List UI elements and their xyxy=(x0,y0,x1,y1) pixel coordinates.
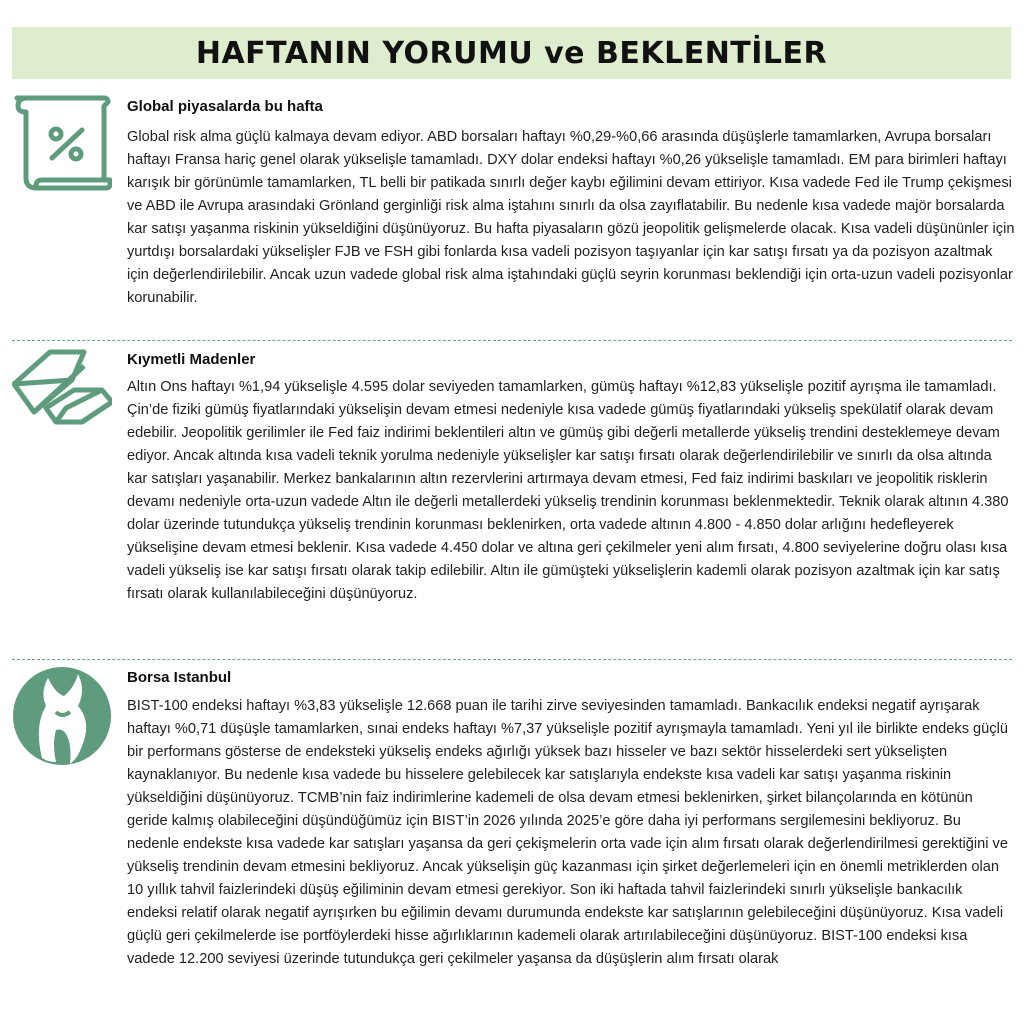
section-divider xyxy=(12,340,1012,341)
percent-document-icon xyxy=(12,92,112,192)
section-divider xyxy=(12,659,1012,660)
section-title: Global piyasalarda bu hafta xyxy=(127,98,323,115)
header-banner xyxy=(12,27,1011,79)
section-body: BIST-100 endeksi haftayı %3,83 yükselişle 12.668 puan ile tarihi zirve seviyesinden tamamladı. Bankacılık endeksi negatif ayrışarak haftayı %0,71 düşüşle tamamlarken, sınai endeks haftayı %7,37 yükselişle pozitif ayrışmayla tamamladı. Yeni yıl ile birlikte endeks güçlü bir performans gösterse de endeksteki yükseliş endeks ağırlığı yüksek bazı hisseler ve bazı sektör hisselerdeki sert yükselişten kaynaklanıyor. Bu nedenle kısa vadede bu hisselere gelebilecek kar satışlarıyla endekste kısa vadeli kar satışı yaşanma riskinin yükseldiğini düşünüyoruz. TCMB’nin faiz indirimlerine kademeli de olsa devam etmesi beklenirken, şirket bilançolarında en kötünün geride kalmış olabileceğini düşündüğümüz için BIST’in 2026 yılında 2025’e göre daha iyi performans sergilemesini bekliyoruz. Bu nedenle endekste kısa vadede kar satışları yaşansa da geri çekişmelerin orta vade için alım fırsatı olarak değerlendirilmesi gerektiğini ve yükseliş trendinin devam etmesini bekliyoruz. Ancak yükselişin güç kazanması için şirket değerlemeleri için en önemli metriklerden olan 10 yıllık tahvil faizlerindeki düşüş eğiliminin devam etmesi gerekiyor. Son iki haftada tahvil faizlerindeki sınırlı yükselişle bankacılık endeksi relatif olarak negatif ayrışırken bu eğilimin devamı durumunda endekste kar satışlarının gelebileceğini düşünüyoruz. Kısa vadeli güçlü geri çekilmelerde ise portföylerdeki hisse ağırlıklarının kademeli olarak artırılabileceğini düşünüyoruz. BIST-100 endeksi kısa vadede 12.200 seviyesi üzerinde tutundukça geri çekilmeler yaşansa da düşüşlerin alım fırsatı olarak xyxy=(127,698,1008,967)
gold-bars-icon xyxy=(12,344,112,444)
section-title: Borsa Istanbul xyxy=(127,669,232,686)
section-title: Kıymetli Madenler xyxy=(127,351,256,368)
bull-head-icon xyxy=(12,666,112,766)
section-body: Global risk alma güçlü kalmaya devam ediyor. ABD borsaları haftayı %0,29-%0,66 arasında düşüşlerle tamamlarken, Avrupa borsaları haftayı Fransa hariç genel olarak yükselişle tamamladı. DXY dolar endeksi haftayı %0,26 yükselişle tamamladı. EM para birimleri haftayı karışık bir görünümle tamamlarken, TL belli bir patikada sınırlı değer kaybı eğilimini devam ettiriyor. Kısa vadede Fed ile Trump çekişmesi ve ABD ile Avrupa arasındaki Grönland gerginliği risk alma iştahını sınırlı da olsa zayıflatabilir. Bu nedenle kısa vadede majör borsalarda kar satışı yaşanma riskinin yükseldiğini düşünüyoruz. Bu hafta piyasaların gözü jeopolitik gelişmelerde olacak. Kısa vadeli düşününler için yurtdışı borsalardaki yükselişler FJB ve FSH gibi fonlarda kısa vadeli pozisyon taşıyanlar için kar satışı fırsatı ya da pozisyon azaltmak için değerlendirilebilir. Ancak uzun vadede global risk alma iştahındaki güçlü seyrin korunması beklendiği için orta-uzun vadeli pozisyonlar korunabilir. xyxy=(127,129,1015,306)
section-body: Altın Ons haftayı %1,94 yükselişle 4.595 dolar seviyeden tamamlarken, gümüş haftayı %12,83 yükselişle pozitif ayrışma ile tamamladı. Çin’de fiziki gümüş fiyatlarındaki yükselişin devam etmesi nedeniyle kısa vadede gümüş fiyatlarındaki yükseliş spekülatif olarak devam edebilir. Jeopolitik gerilimler ile Fed faiz indirimi beklentileri altın ve gümüş gibi değerli metallerde yükseliş trendini desteklemeye devam ediyor. Ancak altında kısa vadeli teknik yorulma nedeniyle yükselişler kar satışı fırsatı olarak değerlendirilebilir ve sınırlı da olsa altında kar satışları yaşanabilir. Merkez bankalarının altın rezervlerini artırmaya devam etmesi, Fed faiz indirimi baskıları ve jeopolitik risklerin devamı nedeniyle orta-uzun vadede Altın ile değerli metallerdeki yükseliş trendinin korunması beklenmektedir. Teknik olarak altının 4.380 dolar üzerinde tutundukça yükseliş trendinin korunması beklenirken, orta vadede altının 4.800 - 4.850 dolar arlığını hedefleyerek yükselişine devam etmesi beklenir. Kısa vadede 4.450 dolar ve altına geri çekilmeler yeni alım fırsatı, 4.800 seviyelerine doğru olası kısa vadeli yükseliş ise kar satışı fırsatı olarak takip edilebilir. Altın ile gümüşteki yükselişlerin kademli olarak pozisyon azaltmak için kar satış fırsatı olarak kullanılabileceğini düşünüyoruz. xyxy=(127,379,1009,602)
page-title: HAFTANIN YORUMU ve BEKLENTİLER xyxy=(195,35,828,71)
